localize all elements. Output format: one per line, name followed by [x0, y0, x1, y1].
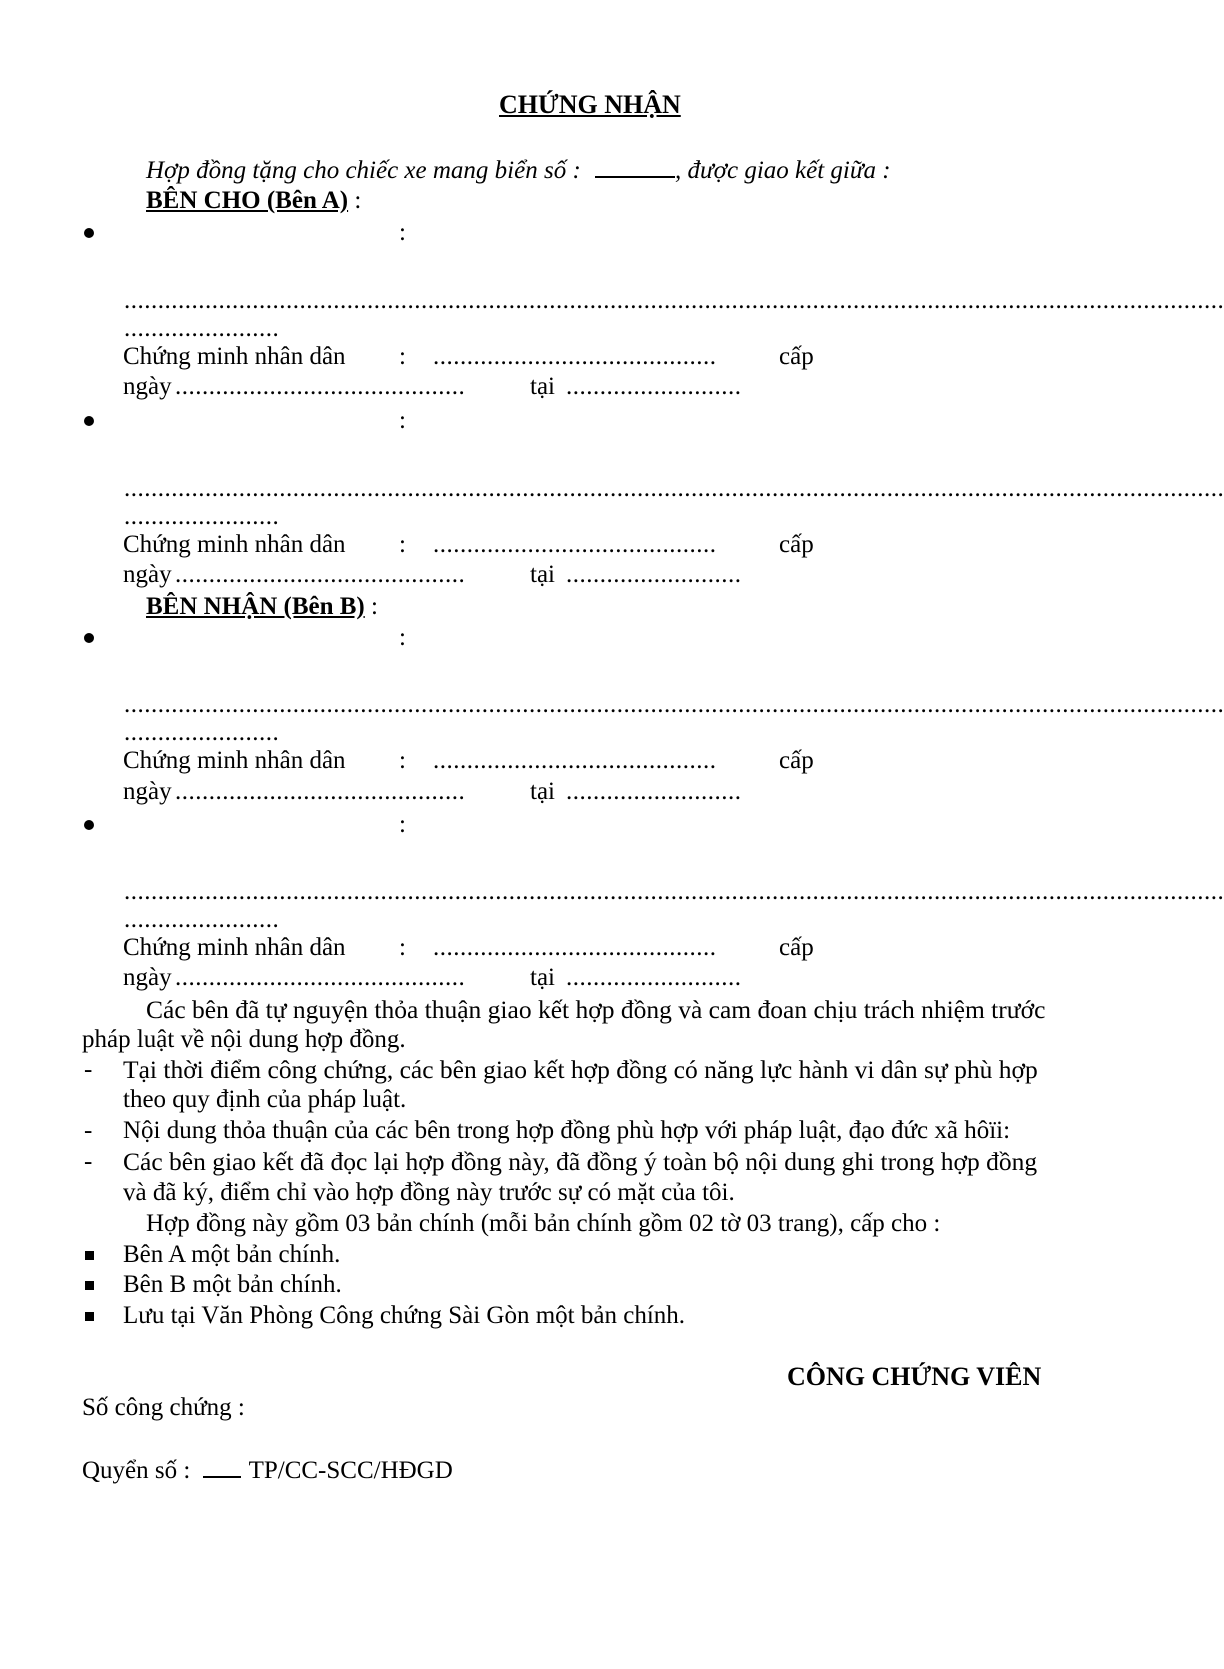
cmnd-dots: ..........................................	[433, 747, 717, 774]
copies-statement: Hợp đồng này gồm 03 bản chính (mỗi bản chính gồm 02 tờ 03 trang), cấp cho :	[146, 1210, 941, 1237]
cmnd-colon: :	[399, 531, 406, 558]
bullet-icon	[84, 228, 94, 238]
party-a-label: BÊN CHO (Bên A)	[146, 187, 349, 214]
entry-colon: :	[399, 811, 406, 838]
square-bullet-icon	[85, 1312, 94, 1321]
dotted-line-short: .......................	[124, 719, 280, 746]
ngay-dots: ...........................................	[175, 373, 466, 400]
so-cong-chung-label: Số công chứng :	[82, 1394, 245, 1421]
notary-title: CÔNG CHỨNG VIÊN	[787, 1362, 1042, 1391]
cmnd-label: Chứng minh nhân dân	[123, 343, 346, 370]
tai-dots: ..........................	[566, 778, 742, 805]
entry-colon: :	[399, 624, 406, 651]
bullet-icon	[84, 820, 94, 830]
cmnd-colon: :	[399, 343, 406, 370]
quyen-so-code: TP/CC-SCC/HĐGD	[248, 1457, 453, 1484]
tai-dots: ..........................	[566, 561, 742, 588]
dotted-line-short: .......................	[124, 315, 280, 342]
party-b-heading	[146, 592, 378, 622]
entry-colon: :	[399, 407, 406, 434]
dotted-line: ...................................................................................................................................................................	[124, 691, 1224, 718]
tai-label: tại	[530, 964, 555, 991]
ngay-dots: ...........................................	[175, 964, 466, 991]
item3-line1: Các bên giao kết đã đọc lại hợp đồng này, đã đồng ý toàn bộ nội dung ghi trong hợp đồng	[123, 1147, 1038, 1176]
ngay-dots: ...........................................	[175, 778, 466, 805]
party-b-colon: :	[364, 593, 378, 620]
license-plate-blank	[595, 156, 675, 178]
party-a-colon: :	[348, 187, 362, 214]
dash-marker: -	[84, 1148, 93, 1175]
cmnd-dots: ..........................................	[433, 531, 717, 558]
tai-label: tại	[530, 561, 555, 588]
dash-marker: -	[84, 1056, 93, 1083]
bullet-icon	[84, 416, 94, 426]
dotted-line: ...................................................................................................................................................................	[124, 878, 1224, 905]
dash-marker: -	[84, 1117, 93, 1144]
cap-label: cấp	[779, 343, 814, 370]
quyen-so-line	[82, 1456, 453, 1486]
cap-label: cấp	[779, 747, 814, 774]
tai-label: tại	[530, 778, 555, 805]
quyen-so-label: Quyển số :	[82, 1457, 191, 1484]
cmnd-label: Chứng minh nhân dân	[123, 747, 346, 774]
ngay-label: ngày	[123, 778, 172, 805]
cap-label: cấp	[779, 531, 814, 558]
cmnd-dots: ..........................................	[433, 343, 717, 370]
agreement-paragraph-line2: pháp luật về nội dung hợp đồng.	[82, 1026, 406, 1053]
cmnd-colon: :	[399, 747, 406, 774]
ngay-label: ngày	[123, 561, 172, 588]
item1-line1: Tại thời điểm công chứng, các bên giao kết hợp đồng có năng lực hành vi dân sự phù hợp	[123, 1055, 1038, 1084]
document-title: CHỨNG NHẬN	[499, 90, 681, 119]
ngay-dots: ...........................................	[175, 561, 466, 588]
party-b-label: BÊN NHẬN (Bên B)	[146, 593, 365, 620]
copy-item: Lưu tại Văn Phòng Công chứng Sài Gòn một bản chính.	[123, 1302, 686, 1329]
dotted-line: ...................................................................................................................................................................	[124, 287, 1224, 314]
cap-label: cấp	[779, 934, 814, 961]
intro-line	[146, 156, 891, 186]
intro-after: , được giao kết giữa :	[675, 157, 891, 184]
square-bullet-icon	[85, 1251, 94, 1260]
dotted-line-short: .......................	[124, 906, 280, 933]
item3-line2: và đã ký, điểm chỉ vào hợp đồng này trước sự có mặt của tôi.	[123, 1179, 735, 1206]
tai-dots: ..........................	[566, 964, 742, 991]
square-bullet-icon	[85, 1281, 94, 1290]
copy-item: Bên B một bản chính.	[123, 1271, 342, 1298]
agreement-paragraph-line1: Các bên đã tự nguyện thỏa thuận giao kết hợp đồng và cam đoan chịu trách nhiệm trước	[146, 995, 1046, 1024]
item1-line2: theo quy định của pháp luật.	[123, 1086, 407, 1113]
quyen-so-blank	[203, 1456, 241, 1478]
cmnd-colon: :	[399, 934, 406, 961]
tai-label: tại	[530, 373, 555, 400]
bullet-icon	[84, 633, 94, 643]
ngay-label: ngày	[123, 964, 172, 991]
intro-text: Hợp đồng tặng cho chiếc xe mang biển số :	[146, 157, 581, 184]
dotted-line-short: .......................	[124, 503, 280, 530]
cmnd-label: Chứng minh nhân dân	[123, 934, 346, 961]
cmnd-dots: ..........................................	[433, 934, 717, 961]
copy-item: Bên A một bản chính.	[123, 1241, 341, 1268]
entry-colon: :	[399, 219, 406, 246]
cmnd-label: Chứng minh nhân dân	[123, 531, 346, 558]
party-a-heading	[146, 186, 361, 216]
dotted-line: ...................................................................................................................................................................	[124, 475, 1224, 502]
item2: Nội dung thỏa thuận của các bên trong hợp đồng phù hợp với pháp luật, đạo đức xã hôïi:	[123, 1117, 1011, 1144]
ngay-label: ngày	[123, 373, 172, 400]
tai-dots: ..........................	[566, 373, 742, 400]
